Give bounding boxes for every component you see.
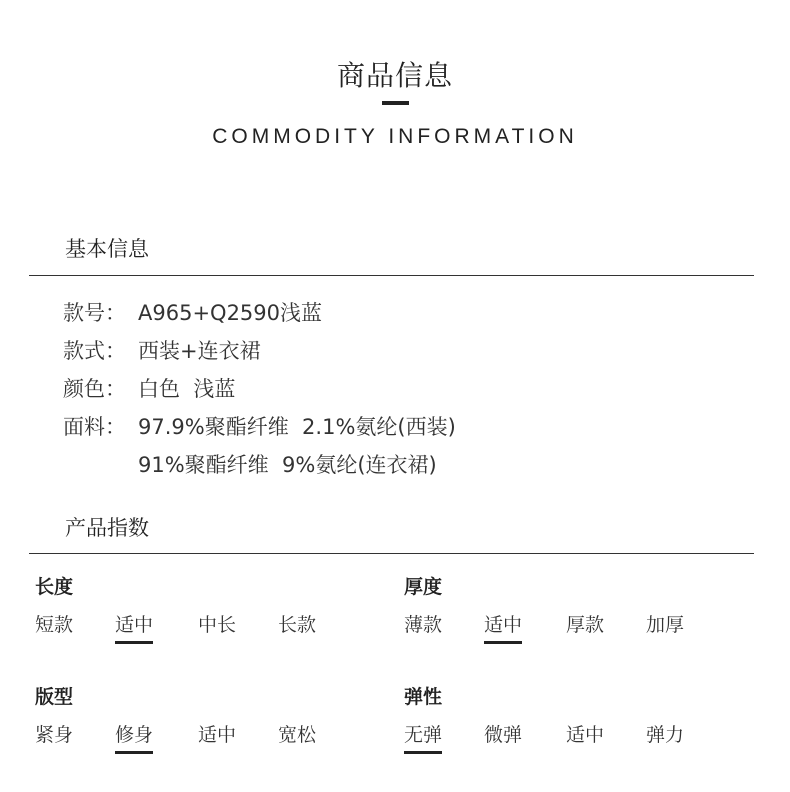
index-option: 适中: [198, 724, 237, 746]
index-option: 弹力: [646, 724, 685, 746]
index-option: 中长: [198, 614, 237, 636]
index-option-selected: 适中: [484, 610, 522, 644]
title-underline: [382, 101, 409, 105]
index-option: 适中: [566, 724, 605, 746]
info-row-color: [63, 369, 456, 407]
info-value: 西装+连衣裙: [138, 339, 261, 363]
index-options: [35, 720, 375, 760]
info-label: 款式：: [63, 339, 126, 363]
info-label: 颜色：: [63, 377, 126, 401]
index-option: 紧身: [35, 724, 74, 746]
index-option: 短款: [35, 614, 74, 636]
index-option-selected: 适中: [115, 610, 153, 644]
index-group-title: 长度: [35, 576, 74, 598]
product-index-title: 产品指数: [65, 516, 149, 540]
info-row-style: [63, 331, 456, 369]
page-subtitle: COMMODITY INFORMATION: [212, 125, 578, 148]
info-label: 款号：: [63, 301, 126, 325]
info-value: 白色 浅蓝: [138, 377, 236, 401]
info-row-fabric: [63, 407, 456, 445]
info-row-style-number: [63, 293, 456, 331]
basic-info-title: 基本信息: [65, 237, 149, 261]
index-option: 薄款: [404, 614, 443, 636]
index-group-title: 弹性: [404, 686, 443, 708]
index-option: 加厚: [646, 614, 685, 636]
index-group-elasticity: [404, 682, 744, 760]
info-row-fabric-continued: [63, 445, 456, 483]
info-label: 面料：: [63, 415, 126, 439]
basic-info-divider: [29, 275, 754, 276]
index-option-selected: 无弹: [404, 720, 442, 754]
index-option: 长款: [278, 614, 317, 636]
info-value: A965+Q2590浅蓝: [138, 301, 323, 325]
page-title: 商品信息: [336, 59, 453, 92]
index-option: 厚款: [566, 614, 605, 636]
info-value: 91%聚酯纤维 9%氨纶(连衣裙): [138, 453, 437, 477]
index-group-title: 厚度: [404, 576, 443, 598]
index-group-length: [35, 572, 375, 650]
index-group-fit: [35, 682, 375, 760]
index-options: [404, 610, 744, 650]
index-options: [404, 720, 744, 760]
product-index-divider: [29, 553, 754, 554]
index-group-thickness: [404, 572, 744, 650]
info-value: 97.9%聚酯纤维 2.1%氨纶(西装): [138, 415, 456, 439]
basic-info-list: [63, 293, 456, 483]
index-option: 微弹: [484, 724, 523, 746]
index-options: [35, 610, 375, 650]
index-group-title: 版型: [35, 686, 74, 708]
index-option-selected: 修身: [115, 720, 153, 754]
index-option: 宽松: [278, 724, 317, 746]
